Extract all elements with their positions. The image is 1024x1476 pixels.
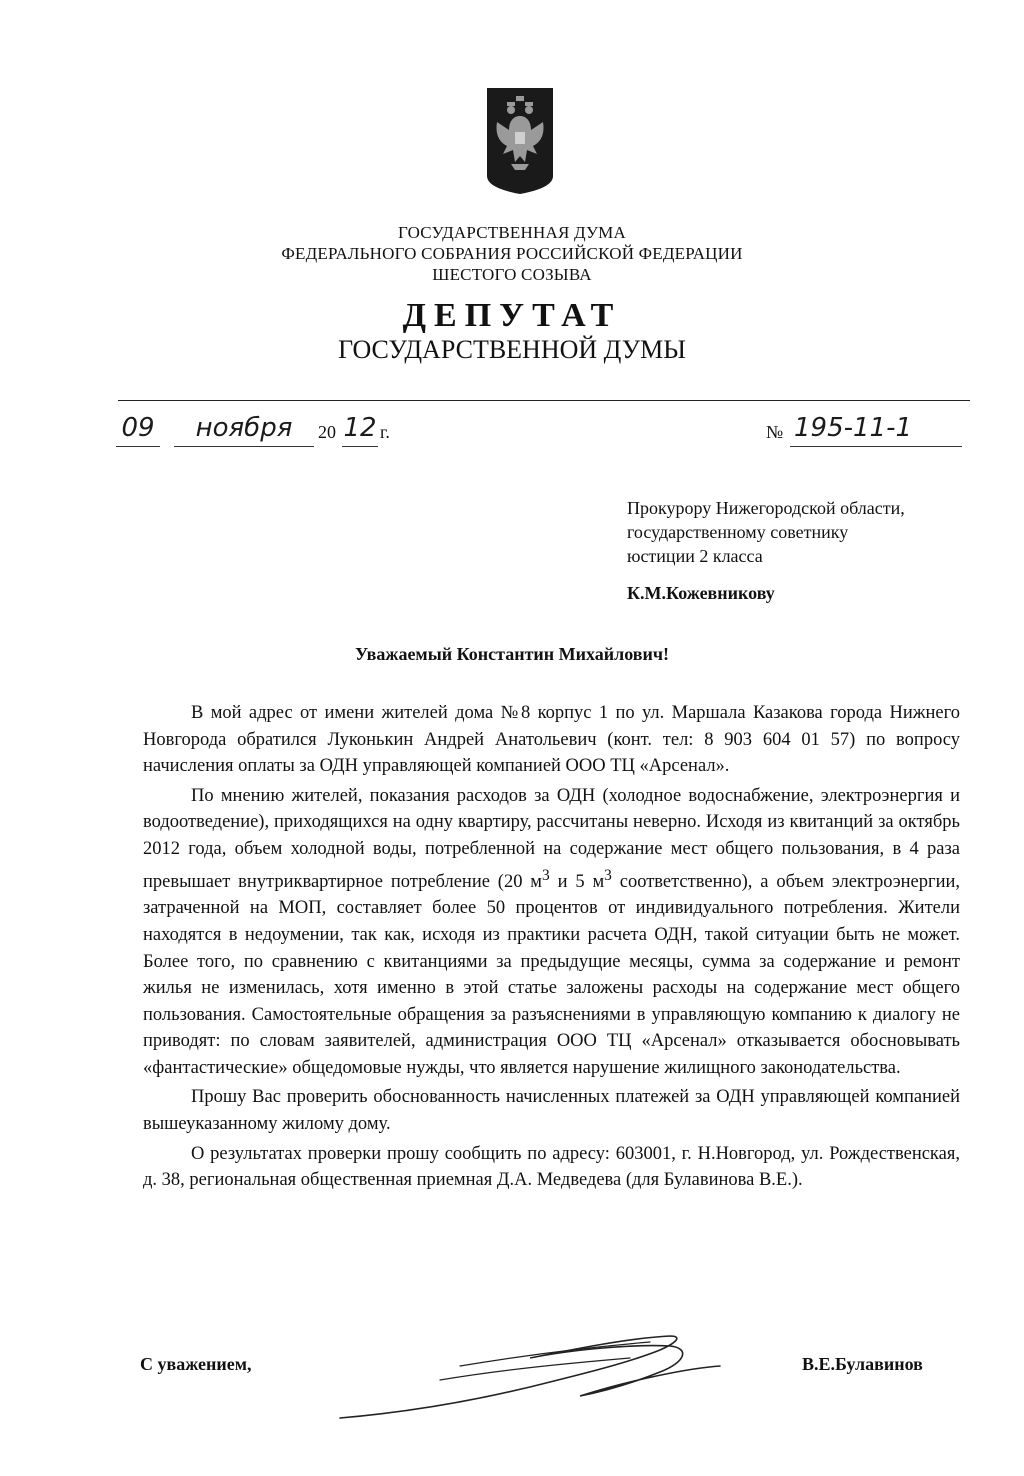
letterhead-divider bbox=[118, 400, 970, 401]
paragraph-4: О результатах проверки прошу сообщить по адресу: 603001, г. Н.Новгород, ул. Рождественская, д. 38, региональная общественная приемная Д.А. Медведева (для Булавинова В.Е.). bbox=[143, 1143, 960, 1191]
addressee-line-2: государственному советнику bbox=[627, 522, 849, 542]
addressee-name: К.М.Кожевникову bbox=[627, 583, 775, 603]
letter-body bbox=[143, 700, 960, 1197]
closing: С уважением, bbox=[140, 1354, 252, 1374]
date-year-suffix: 12 bbox=[342, 410, 378, 447]
paragraph-1: В мой адрес от имени жителей дома №8 корпус 1 по ул. Маршала Казакова города Нижнего Новгорода обратился Луконькин Андрей Анатольевич (конт. тел: 8 903 604 01 57) по вопросу начисления оплаты за ОДН управляющей компанией ООО ТЦ «Арсенал». bbox=[143, 703, 960, 777]
letterhead-subtitle: ГОСУДАРСТВЕННОЙ ДУМЫ bbox=[338, 335, 686, 364]
handwritten-signature-icon bbox=[330, 1322, 730, 1432]
letterhead-line-2: ФЕДЕРАЛЬНОГО СОБРАНИЯ РОССИЙСКОЙ ФЕДЕРАЦИИ bbox=[281, 244, 743, 263]
coat-of-arms-icon bbox=[487, 88, 553, 194]
letterhead-line-1: ГОСУДАРСТВЕННАЯ ДУМА bbox=[398, 223, 626, 242]
letterhead-title: ДЕПУТАТ bbox=[402, 297, 622, 334]
number-sign: № bbox=[766, 422, 784, 442]
paragraph-2 bbox=[143, 783, 960, 1082]
addressee-line-1: Прокурору Нижегородской области, bbox=[627, 498, 905, 518]
paragraph-2-part-c: соответственно), а объем электроэнергии, затраченной на МОП, составляет более 50 процентов от индивидуального потребления. Жители находятся в недоумении, так как, исходя из практики расчета ОДН, такой ситуации быть не может. Более того, по сравнению с квитанциями за предыдущие месяцы, сумма за содержание и ремонт жилья не изменилась, хотя именно в этой статье заложены расходы на содержание мест общего пользования. Самостоятельные обращения за разъяснениями в управляющую компанию к диалогу не приводят: по словам заявителей, администрация ООО ТЦ «Арсенал» отказывается обосновывать «фантастические» общедомовые нужды, что является нарушение жилищного законодательства. bbox=[143, 871, 961, 1078]
signer-name: В.Е.Булавинов bbox=[802, 1354, 923, 1374]
date-year-unit: г. bbox=[380, 422, 390, 442]
date-month: ноября bbox=[174, 410, 314, 447]
addressee-line-3: юстиции 2 класса bbox=[627, 546, 763, 566]
paragraph-2-part-a: По мнению жителей, показания расходов за ОДН (холодное водоснабжение, электроэнергия и водоотведение), приходящихся на одну квартиру, рассчитаны неверно. Исходя из квитанций за октябрь 2012 года, объем холодной воды, потребленной на содержание мест общего пользования, в 4 раза превышает внутриквартирное потребление (20 м bbox=[143, 785, 960, 892]
document-number: 195-11-1 bbox=[790, 410, 962, 447]
paragraph-2-part-b: и 5 м bbox=[549, 871, 605, 892]
paragraph-3: Прошу Вас проверить обоснованность начисленных платежей за ОДН управляющей компанией вышеуказанному жилому дому. bbox=[143, 1087, 960, 1135]
superscript-cubic-1: 3 bbox=[542, 866, 550, 884]
salutation: Уважаемый Константин Михайлович! bbox=[354, 644, 670, 664]
date-day: 09 bbox=[116, 410, 160, 447]
superscript-cubic-2: 3 bbox=[604, 866, 612, 884]
letterhead-line-3: ШЕСТОГО СОЗЫВА bbox=[432, 265, 592, 284]
date-year-prefix: 20 bbox=[318, 422, 336, 442]
addressee-block bbox=[627, 496, 987, 568]
